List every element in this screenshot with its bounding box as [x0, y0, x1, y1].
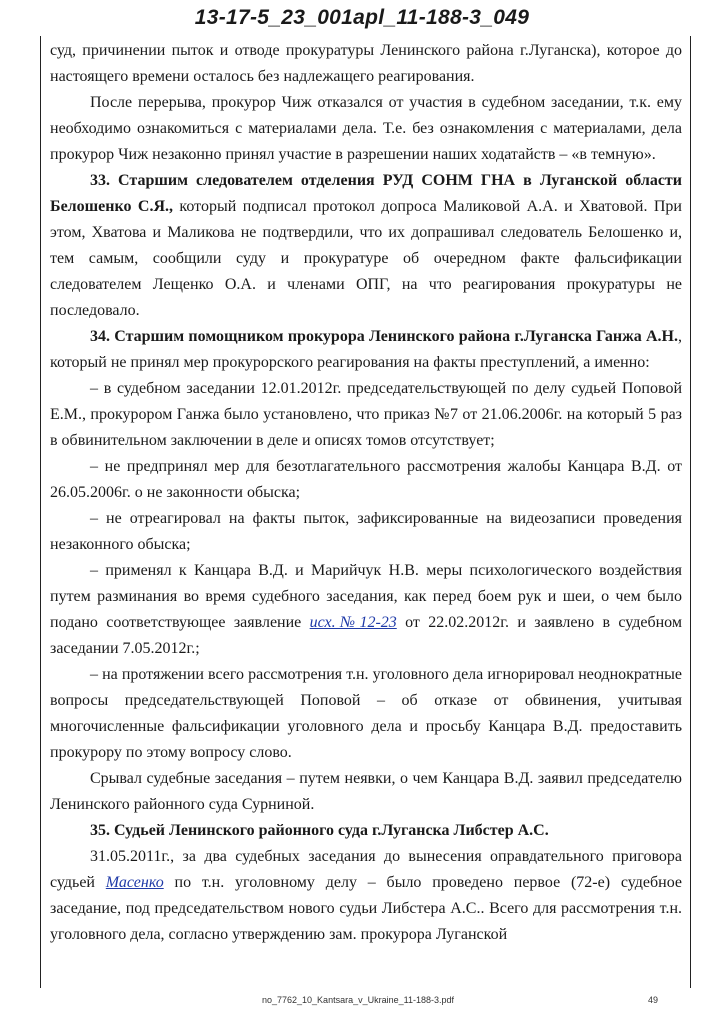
bullet-4-text-b: от 22.02.2012г. и заявлено в судебном заседании 7.05.2012г.; [50, 614, 682, 657]
paragraph-disruption: Срывал судебные заседания – путем неявки, о чем Канцара В.Д. заявил председателю Ленинского районного суда Сурниной. [50, 770, 682, 813]
item-33-heading: 33. Старшим следователем отделения РУД СОНМ ГНА в Луганской области Белошенко С.Я., [50, 172, 682, 215]
item-35-heading: 35. Судьей Ленинского районного суда г.Луганска Либстер А.С. [90, 822, 549, 839]
paragraph-33 [50, 168, 682, 324]
bullet-2: – не предпринял мер для безотлагательного рассмотрения жалобы Канцара В.Д. от 26.05.2006г. о не законности обыска; [50, 458, 682, 501]
bullet-4 [50, 558, 682, 662]
reference-link-ish-12-23[interactable]: исх.№12-23 [309, 614, 397, 631]
bullet-3: – не отреагировал на факты пыток, зафиксированные на видеозаписи проведения незаконного обыска; [50, 510, 682, 553]
right-margin-rule [690, 36, 691, 988]
paragraph-last [50, 844, 682, 948]
document-body [50, 38, 682, 948]
bullet-1: – в судебном заседании 12.01.2012г. председательствующей по делу судьей Поповой Е.М., прокурором Ганжа было установлено, что приказ №7 от 21.06.2006г. на который 5 раз в обвинительном заключении в деле и описях томов отсутствует; [50, 380, 682, 449]
reference-link-masenko[interactable]: Масенко [105, 874, 164, 891]
bullet-4-text-a: – применял к Канцара В.Д. и Марийчук Н.В. меры психологического воздействия путем разминания во время судебного заседания, как перед боем рук и шеи, о чем было подано соответствующее заявление [50, 562, 682, 631]
bullet-5: – на протяжении всего рассмотрения т.н. уголовного дела игнорировал неоднократные вопросы председательствующей Поповой – об отказе от обвинения, учитывая многочисленные фальсификации уголовного дела и просьбу Канцара В.Д. предоставить прокурору по этому вопросу слово. [50, 666, 682, 761]
document-id-header: 13-17-5_23_001apl_11-188-3_049 [194, 6, 530, 29]
last-text-a: 31.05.2011г., за два судебных заседания до вынесения оправдательного приговора судьей [50, 848, 682, 891]
last-text-b: по т.н. уголовному делу – было проведено первое (72-е) судебное заседание, под председательством нового судьи Либстера А.С.. Всего для рассмотрения т.н. уголовного дела, согласно утверждению зам. прокурора Луганской [50, 874, 682, 943]
paragraph-1: суд, причинении пыток и отводе прокуратуры Ленинского района г.Луганска), которое до настоящего времени осталось без надлежащего реагирования. [50, 42, 682, 85]
item-34-text: , который не принял мер прокурорского реагирования на факты преступлений, а именно: [50, 328, 682, 371]
page-number: 49 [648, 995, 659, 1005]
paragraph-35 [50, 818, 682, 844]
paragraph-2: После перерыва, прокурор Чиж отказался от участия в судебном заседании, т.к. ему необходимо ознакомиться с материалами дела. Т.е. без ознакомления с материалами, дела прокурор Чиж незаконно принял участие в разрешении наших ходатайств – «в темную». [50, 94, 682, 163]
item-34-heading: 34. Старшим помощником прокурора Ленинского района г.Луганска Ганжа А.Н. [90, 328, 678, 345]
item-33-text: который подписал протокол допроса Маликовой А.А. и Хватовой. При этом, Хватова и Маликова не подтвердили, что их допрашивал следователь Белошенко и, тем самым, сообщили суду и прокуратуре об очередном факте фальсификации следователем Лещенко О.А. и членами ОПГ, на что реагирования прокуратуры не последовало. [50, 198, 682, 319]
left-margin-rule [40, 36, 41, 988]
paragraph-34 [50, 324, 682, 376]
footer-filename: no_7762_10_Kantsara_v_Ukraine_11-188-3.pdf [262, 995, 454, 1005]
